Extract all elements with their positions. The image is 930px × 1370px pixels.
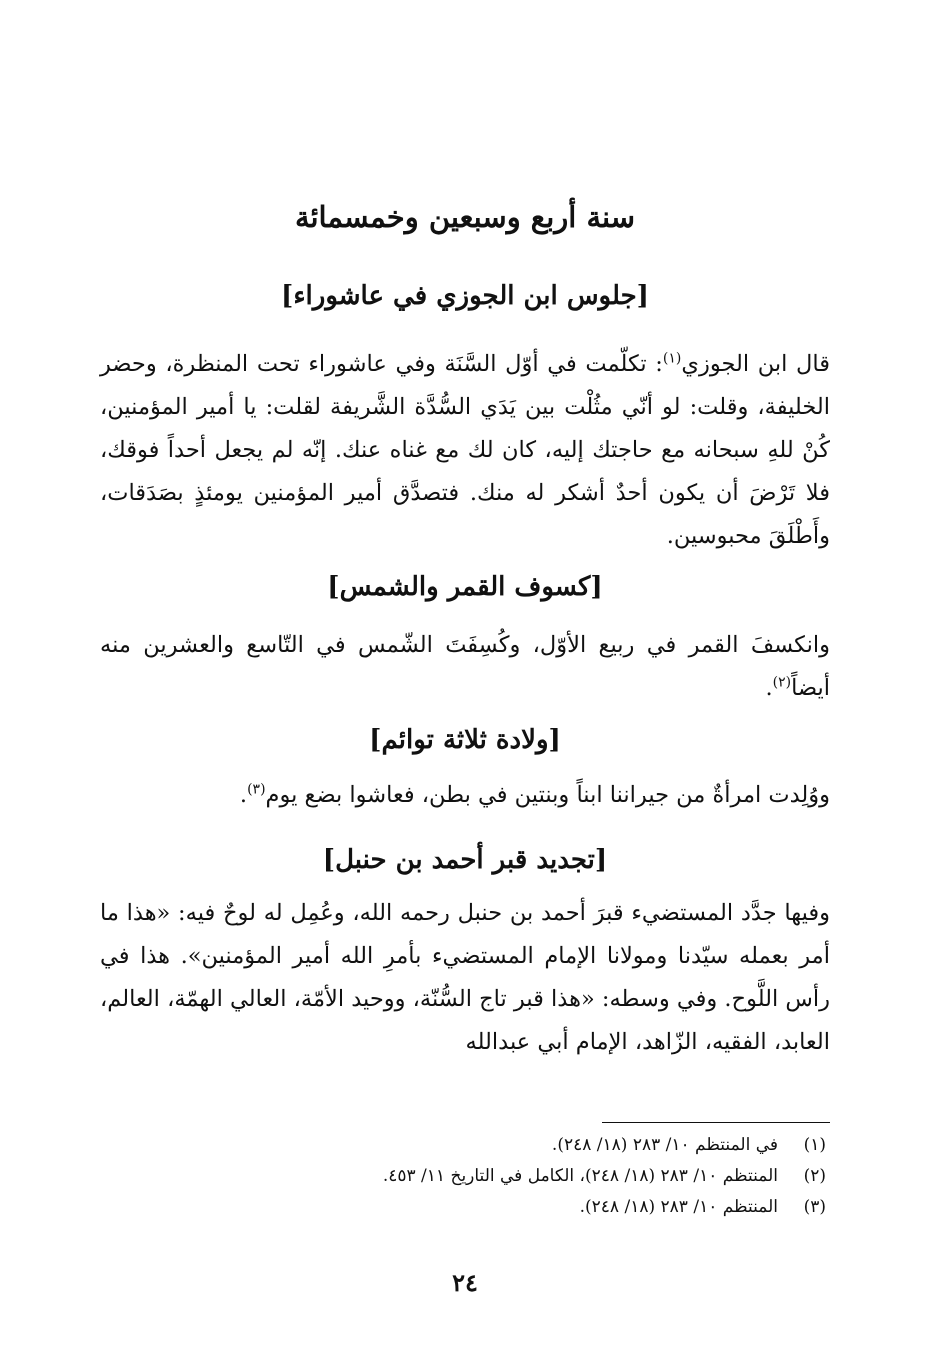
paragraph-text: وفيها جدَّد المستضيء قبرَ أحمد بن حنبل رحمه الله، وعُمِل له لوحٌ فيه: «هذا ما أمر بعمله سيّدنا ومولانا الإمام المستضيء بأمرِ الله أمير المؤمنين». هذا في رأس اللَّوح. وفي وسطه: «هذا قبر تاج السُّنّة، ووحيد الأمّة، العالي الهمّة، العالم، العابد، الفقيه، الزّاهد، الإمام أبي عبدالله — [100, 900, 830, 1055]
page-number: ٢٤ — [452, 1268, 478, 1297]
section-heading-triplets: [ولادة ثلاثة توائم] — [369, 725, 561, 755]
paragraph-text: ووُلِدت امرأةٌ من جيراننا ابناً وبنتين في بطن، فعاشوا بضع يوم — [265, 782, 830, 808]
paragraph-text: . — [765, 675, 773, 701]
footnote-marker-1: (١) — [662, 350, 682, 367]
footnote-text: المنتظم ١٠/ ٢٨٣ (١٨/ ٢٤٨). — [579, 1197, 778, 1217]
footnote-marker-2: (٢) — [772, 674, 792, 691]
footnote-number: (١) — [803, 1135, 826, 1155]
paragraph-text: : تكلّمت في أوّل السَّنَة وفي عاشوراء تحت المنظرة، وحضر الخليفة، وقلت: لو أنّي مثُلْت بين يَدَي السُّدَّة الشَّريفة لقلت: يا أمير المؤمنين، كُنْ للهِ سبحانه مع حاجتك إليه، كان لك مع غناه عنك. إنّه لم يجعل أحداً فوقك، فلا تَرْضَ أن يكون أحدٌ أشكر له منك. فتصدَّق أمير المؤمنين يومئذٍ بصَدَقات، وأَطْلَقَ محبوسين. — [100, 351, 830, 549]
book-page — [100, 0, 830, 1370]
section-heading-ahmad-tomb: [تجديد قبر أحمد بن حنبل] — [322, 845, 608, 875]
paragraph-text: . — [239, 782, 248, 808]
footnote-number: (٢) — [803, 1166, 826, 1186]
footnote-item — [100, 1130, 830, 1161]
footnotes-list — [100, 1130, 830, 1223]
footnote-divider — [602, 1122, 830, 1123]
footnote-marker-3: (٣) — [247, 781, 266, 798]
section-heading-ibn-aljawzi: [جلوس ابن الجوزي في عاشوراء] — [281, 281, 649, 311]
footnote-text: المنتظم ١٠/ ٢٨٣ (١٨/ ٢٤٨)، الكامل في التاريخ ١١/ ٤٥٣. — [382, 1166, 778, 1186]
footnote-item — [100, 1161, 830, 1192]
section-heading-eclipse: [كسوف القمر والشمس] — [327, 572, 603, 602]
year-title: سنة أربع وسبعين وخمسمائة — [294, 200, 636, 234]
paragraph-text: قال ابن الجوزي — [681, 351, 830, 377]
paragraph-ahmad-tomb — [100, 892, 830, 1064]
paragraph-ibn-aljawzi — [100, 343, 830, 558]
paragraph-triplets — [100, 774, 830, 817]
footnote-text: في المنتظم ١٠/ ٢٨٣ (١٨/ ٢٤٨). — [551, 1135, 778, 1155]
paragraph-text: وانكسفَ القمر في ربيع الأوّل، وكُسِفَتَ الشّمس في التّاسع والعشرين منه أيضاً — [100, 632, 830, 701]
paragraph-eclipse — [100, 624, 830, 710]
footnote-number: (٣) — [803, 1197, 826, 1217]
footnote-item — [100, 1192, 830, 1223]
